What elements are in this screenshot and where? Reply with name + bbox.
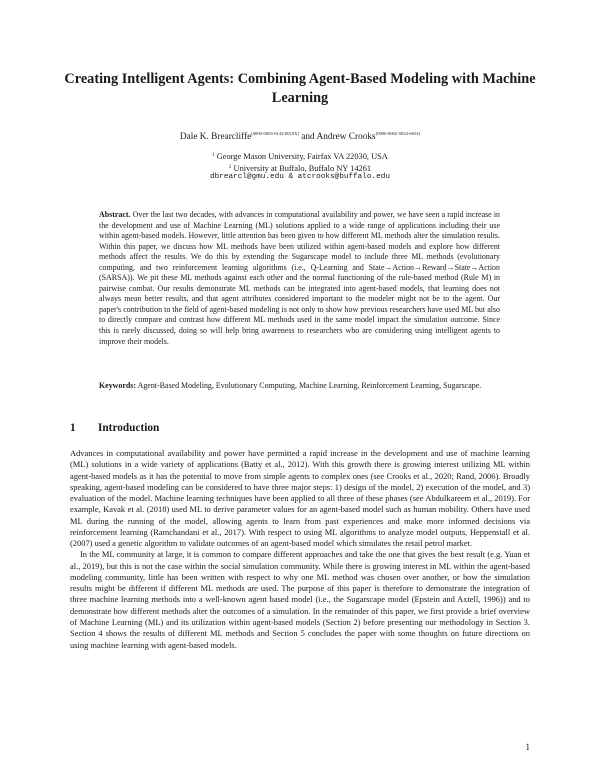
author-line	[60, 128, 540, 143]
author-joiner: and	[301, 132, 315, 142]
section-heading	[70, 421, 530, 435]
abstract-label: Abstract.	[99, 210, 131, 219]
section-body	[70, 448, 530, 651]
affiliation-mark: 1	[212, 153, 215, 158]
body-paragraph: In the ML community at large, it is common to compare different approaches and take the one that gives the best result (e.g. Yuan et al., 2019), but this is not the case within the social simulation community. While there is growing interest in ML within the agent-based modeling community, little has been written with respect to why one ML method was chosen over another, or how the simulation results might be different if different ML methods are used. The purpose of this paper is therefore to demonstrate the integration of three machine learning methods into a well-known agent based model (i.e., the Sugarscape model (Epstein and Axtell, 1996)) and to demonstrate how different methods alter the outcomes of a simulation. In the remainder of this paper, we first provide a brief overview of Machine Learning (ML) and its utilization within agent-based models (Section 2) before presenting our methodology in Section 3. Section 4 shows the results of different ML methods and Section 5 concludes the paper with some thoughts on future directions on using machine learning with agent-based models.	[70, 549, 530, 650]
section-title: Introduction	[98, 422, 160, 434]
section-number: 1	[70, 422, 76, 434]
affiliations	[60, 151, 540, 174]
affiliation-mark: 2	[228, 164, 232, 170]
affiliation	[60, 151, 540, 163]
abstract-text: Over the last two decades, with advances in computational availability and power, we have seen a rapid increase in the development and use of Machine Learning (ML) solutions applied to a wide range of applications including their use within agent-based models. However, little attention has been given to how different ML methods alter the simulation results. Within this paper, we discuss how ML methods have been utilized within agent-based models and explore how different methods affect the results. We do this by extending the Sugarscape model to include three ML methods (evolutionary computing, and two reinforcement learning algorithms (i.e., Q-Learning and State→Action→Reward→State→Action (SARSA)). We pit these ML methods against each other and the normal functioning of the rule-based method (Rule M) in pairwise combat. Our results demonstrate ML methods can be integrated into agent-based models, that learning does not always mean better results, and that agent attributes considered important to the modeler might not be to the agent. Our paper's contribution to the field of agent-based modeling is not only to show how previous researchers have used ML but also to directly compare and contrast how different ML methods used in the same model impact the simulation outcome. Since this is rarely discussed, doing so will help bring awareness to researchers who are considering using intelligent agents to improve their models.	[99, 210, 500, 346]
affiliation-text: University at Buffalo, Buffalo NY 14261	[233, 163, 372, 173]
keywords-label: Keywords:	[99, 381, 137, 390]
page-number: 1	[525, 742, 530, 752]
author-orcid: [0000-0002-5034-6654]	[375, 131, 421, 136]
author-name: Andrew Crooks	[316, 132, 376, 142]
keywords-text: Agent-Based Modeling, Evolutionary Computing, Machine Learning, Reinforcement Learning, Sugarscape.	[137, 381, 482, 390]
affiliation-text: George Mason University, Fairfax VA 22030, USA	[216, 152, 388, 161]
abstract	[99, 210, 500, 347]
author-orcid: [0000-0003-0142-0010X]	[251, 131, 299, 136]
body-paragraph: Advances in computational availability and power have permitted a rapid increase in the development and use of machine learning (ML) solutions in a wide variety of applications (Batty et al., 2012). With this growth there is growing interest utilizing ML within agent-based models as it has the potential to move from simple agents to complex ones (see Crooks et al., 2020; Rand, 2006). Broadly speaking, agent-based modeling can be considered to have three major steps: 1) design of the model, 2) execution of the model, and 3) evaluation of the model. Machine learning techniques have been applied to all three of these phases (see Abdulkareem et al., 2019). For example, Kavak et al. (2018) used ML to derive parameter values for an agent-based model such as human mobility. Others have used ML during the running of the model, allowing agents to learn from past experiences and make more informed decisions via reinforcement learning (Ramchandani et al., 2017). With respect to using ML algorithms to analyze model outputs, Heppenstall et al. (2007) used a genetic algorithm to validate outcomes of an agent-based model which simulates the retail petrol market.	[70, 448, 530, 549]
paper-title: Creating Intelligent Agents: Combining Agent-Based Modeling with Machine Learning	[64, 71, 536, 106]
keywords	[99, 381, 500, 392]
author-name: Dale K. Brearcliffe	[179, 132, 252, 142]
author-emails: dbrearcl@gmu.edu & atcrooks@buffalo.edu	[210, 173, 390, 181]
